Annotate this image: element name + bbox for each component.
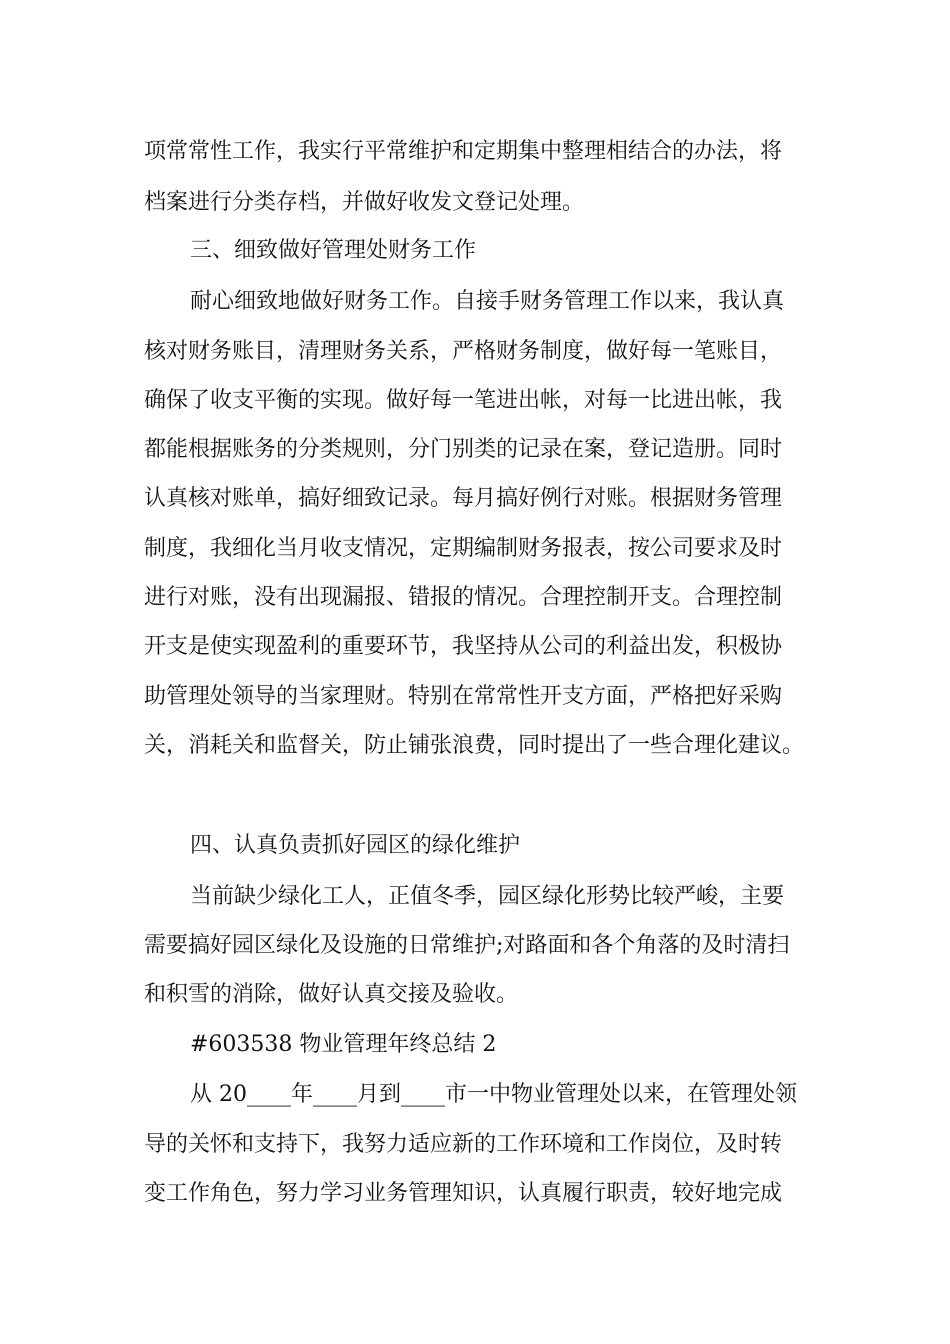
paragraph-2-line-6: 制度，我细化当月收支情况，定期编制财务报表，按公司要求及时 bbox=[144, 536, 783, 561]
paragraph-2-line-2: 核对财务账目，清理财务关系，严格财务制度，做好每一笔账目， bbox=[144, 339, 783, 364]
paragraph-2-line-1: 耐心细致地做好财务工作。自接手财务管理工作以来，我认真 bbox=[190, 289, 785, 314]
paragraph-2-line-5: 认真核对账单，搞好细致记录。每月搞好例行对账。根据财务管理 bbox=[144, 486, 783, 511]
paragraph-2-line-4: 都能根据账务的分类规则，分门别类的记录在案，登记造册。同时 bbox=[144, 437, 783, 462]
heading-finance: 三、细致做好管理处财务工作 bbox=[190, 238, 477, 263]
paragraph-2-line-8: 开支是使实现盈利的重要环节，我坚持从公司的利益出发，积极协 bbox=[144, 634, 783, 659]
paragraph-3-line-3: 和积雪的消除，做好认真交接及验收。 bbox=[144, 982, 519, 1007]
paragraph-2-line-7: 进行对账，没有出现漏报、错报的情况。合理控制开支。合理控制 bbox=[144, 585, 783, 610]
paragraph-4-line-2: 导的关怀和支持下，我努力适应新的工作环境和工作岗位，及时转 bbox=[144, 1132, 783, 1157]
paragraph-2-line-9: 助管理处领导的当家理财。特别在常常性开支方面，严格把好采购 bbox=[144, 684, 783, 709]
paragraph-1-line-2: 档案进行分类存档，并做好收发文登记处理。 bbox=[144, 190, 585, 215]
paragraph-4-line-3: 变工作角色，努力学习业务管理知识，认真履行职责，较好地完成 bbox=[144, 1181, 783, 1206]
paragraph-4-line-1: 从 20____年____月到____市一中物业管理处以来，在管理处领 bbox=[190, 1082, 797, 1107]
section-title: #603538 物业管理年终总结 2 bbox=[190, 1032, 497, 1057]
paragraph-3-line-1: 当前缺少绿化工人，正值冬季，园区绿化形势比较严峻，主要 bbox=[190, 884, 785, 909]
paragraph-2-line-3: 确保了收支平衡的实现。做好每一笔进出帐，对每一比进出帐，我 bbox=[144, 388, 783, 413]
paragraph-2-line-10: 关，消耗关和监督关，防止铺张浪费，同时提出了一些合理化建议。 bbox=[144, 733, 805, 758]
heading-greening: 四、认真负责抓好园区的绿化维护 bbox=[190, 833, 521, 858]
paragraph-3-line-2: 需要搞好园区绿化及设施的日常维护;对路面和各个角落的及时清扫 bbox=[144, 933, 790, 958]
paragraph-1-line-1: 项常常性工作，我实行平常维护和定期集中整理相结合的办法，将 bbox=[144, 139, 783, 164]
